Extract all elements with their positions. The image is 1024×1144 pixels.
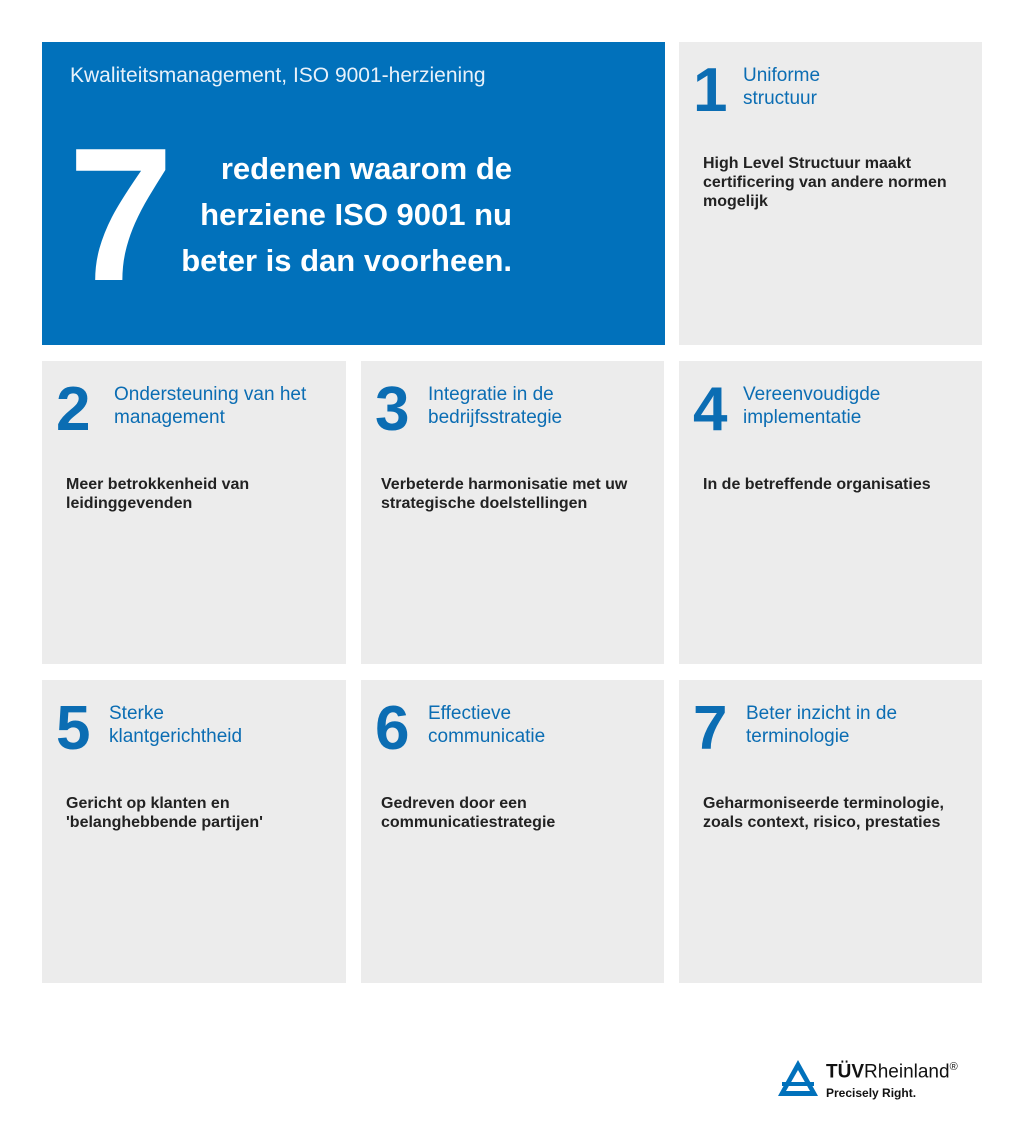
reason-card-5: [42, 680, 346, 983]
reason-card-2: [42, 361, 346, 664]
reason-number: 3: [375, 375, 408, 444]
reason-title: Ondersteuning van het management: [114, 384, 307, 428]
reason-number: 7: [693, 694, 726, 763]
reason-title: Effectieve communicatie: [428, 703, 546, 747]
reason-description: Meer betrokkenheid van leidinggevenden: [66, 476, 250, 512]
hero-number: 7: [68, 109, 170, 321]
brand-name: [826, 1061, 958, 1083]
reason-number: 2: [56, 375, 89, 444]
reason-description: In de betreffende organisaties: [703, 476, 931, 493]
tuv-rheinland-logo: [776, 1055, 1006, 1105]
hero-banner: [42, 42, 665, 345]
brand-bold: TÜV: [826, 1061, 864, 1083]
reason-description: Gedreven door een communicatiestrategie: [381, 795, 556, 831]
brand-tagline: Precisely Right.: [826, 1086, 917, 1100]
reason-title: Integratie in de bedrijfsstrategie: [428, 384, 563, 428]
reason-title: Sterke klantgerichtheid: [109, 703, 243, 747]
reason-card-6: [361, 680, 664, 983]
brand-regular: Rheinland: [864, 1061, 950, 1083]
reason-description: Verbeterde harmonisatie met uw strategische doelstellingen: [381, 476, 628, 512]
reason-title: Beter inzicht in de terminologie: [746, 703, 898, 747]
reason-number: 1: [693, 56, 726, 125]
reason-description: Gericht op klanten en 'belanghebbende partijen': [66, 795, 263, 831]
reason-title: Uniforme structuur: [743, 65, 821, 109]
reason-card-7: [679, 680, 982, 983]
reason-card-4: [679, 361, 982, 664]
hero-headline: redenen waarom de herziene ISO 9001 nu beter is dan voorheen.: [181, 151, 512, 278]
reason-card-1: [679, 42, 982, 345]
reason-number: 5: [56, 694, 89, 763]
reason-title: Vereenvoudigde implementatie: [743, 384, 881, 428]
registered-mark: ®: [949, 1061, 958, 1073]
hero-subtitle: Kwaliteitsmanagement, ISO 9001-herziening: [70, 64, 486, 87]
reason-number: 4: [693, 375, 726, 444]
tuv-triangle-icon: [776, 1058, 820, 1098]
reason-description: High Level Structuur maakt certificering van andere normen mogelijk: [703, 155, 947, 210]
reason-number: 6: [375, 694, 408, 763]
reason-card-3: [361, 361, 664, 664]
reason-description: Geharmoniseerde terminologie, zoals context, risico, prestaties: [703, 795, 944, 831]
